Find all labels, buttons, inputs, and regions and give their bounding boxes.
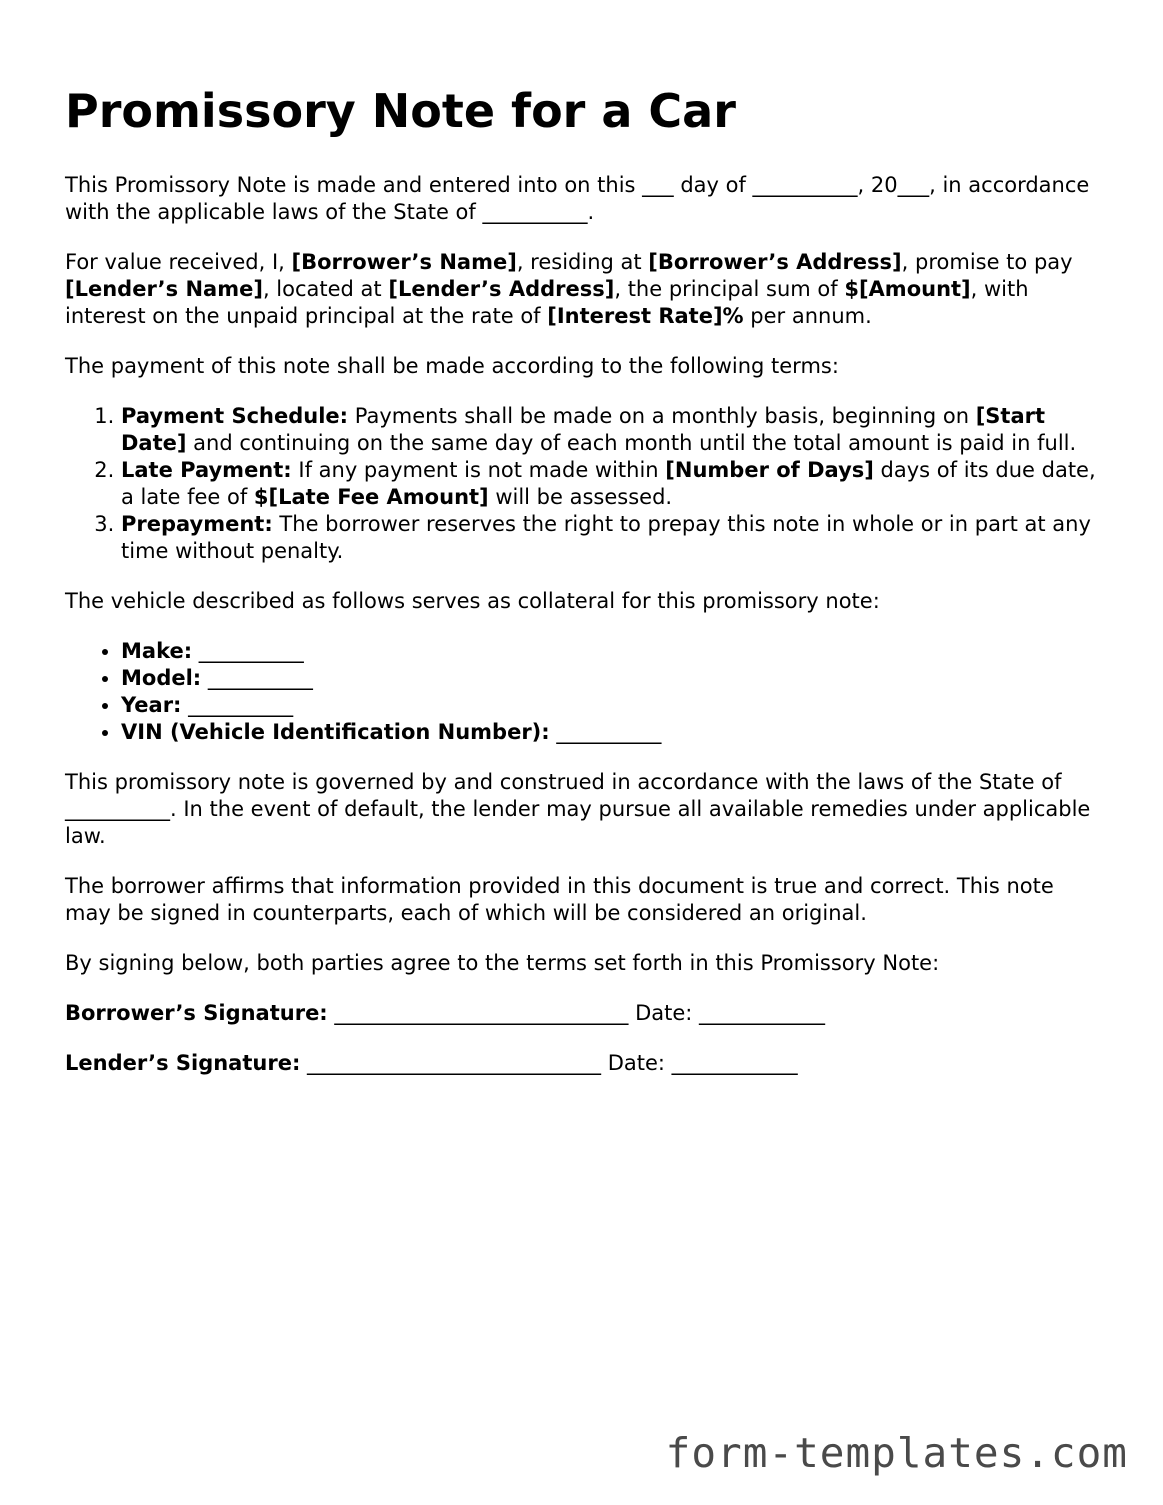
terms-intro: The payment of this note shall be made according to the following terms: (65, 354, 839, 378)
collateral-year: • Year: __________ (121, 692, 1105, 719)
collateral-list (65, 638, 1105, 746)
lender-signature-line: Lender’s Signature: ____________________________ Date: ____________ (65, 1051, 798, 1075)
amount-placeholder: $[Amount] (844, 277, 971, 301)
intro-paragraph: This Promissory Note is made and entered into on this ___ day of __________, 20___, in accordance with the applicable laws of the State of __________. (65, 173, 1090, 224)
term-payment-schedule: 1. Payment Schedule: Payments shall be made on a monthly basis, beginning on [Start Date] and continuing on the same day of each month until the total amount is paid in full. (121, 403, 1105, 457)
terms-list (65, 403, 1105, 565)
document-title: Promissory Note for a Car (65, 84, 736, 138)
promise-paragraph: For value received, I, [Borrower’s Name], residing at [Borrower’s Address], promise to pay [Lender’s Name], located at [Lender’s Address], the principal sum of $[Amount], with interest on the unpaid principal at the rate of [Interest Rate]% per annum. (65, 250, 1073, 328)
term-prepayment: 3. Prepayment: The borrower reserves the right to prepay this note in whole or in part at any time without penalty. (121, 511, 1105, 565)
governing-law-paragraph: This promissory note is governed by and construed in accordance with the laws of the State of __________. In the event of default, the lender may pursue all available remedies under applicable law. (65, 770, 1091, 848)
lender-name-placeholder: [Lender’s Name] (65, 277, 263, 301)
collateral-model: • Model: __________ (121, 665, 1105, 692)
borrower-address-placeholder: [Borrower’s Address] (648, 250, 902, 274)
document (65, 80, 1105, 1100)
lender-address-placeholder: [Lender’s Address] (388, 277, 615, 301)
collateral-make: • Make: __________ (121, 638, 1105, 665)
collateral-intro: The vehicle described as follows serves as collateral for this promissory note: (65, 589, 880, 613)
collateral-vin: • VIN (Vehicle Identification Number): __________ (121, 719, 1105, 746)
borrower-signature-line: Borrower’s Signature: ____________________________ Date: ____________ (65, 1001, 826, 1025)
agreement-paragraph: By signing below, both parties agree to the terms set forth in this Promissory Note: (65, 951, 940, 975)
affirmation-paragraph: The borrower affirms that information provided in this document is true and correct. This note may be signed in counterparts, each of which will be considered an original. (65, 874, 1054, 925)
borrower-name-placeholder: [Borrower’s Name] (291, 250, 517, 274)
term-late-payment: 2. Late Payment: If any payment is not made within [Number of Days] days of its due date, a late fee of $[Late Fee Amount] will be assessed. (121, 457, 1105, 511)
watermark-footer: form-templates.com (665, 1429, 1128, 1477)
interest-rate-placeholder: [Interest Rate]% (547, 304, 744, 328)
